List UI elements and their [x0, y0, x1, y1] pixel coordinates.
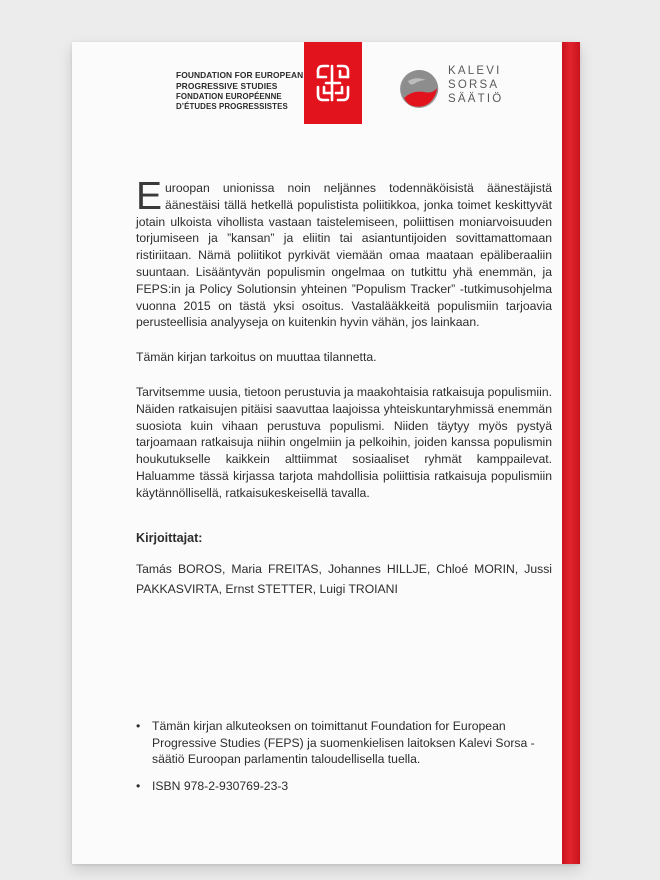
feps-name-fr-line1: FONDATION EUROPÉENNE — [176, 91, 282, 101]
authors-heading: Kirjoittajat: — [136, 530, 203, 545]
intro-paragraph — [136, 175, 552, 331]
kalevi-sorsa-swirl-icon — [398, 68, 440, 110]
kalevi-sorsa-name — [448, 64, 503, 107]
bullet: • — [136, 778, 141, 793]
feps-name-en-line1: FOUNDATION FOR EUROPEAN — [176, 70, 304, 80]
feps-logo — [304, 42, 362, 124]
ks-line3: SÄÄTIÖ — [448, 93, 504, 106]
solutions-paragraph: Tarvitsemme uusia, tietoon perustuvia ja maakohtaisia ratkaisuja populismiin. Näiden ratkaisujen pitäisi saavuttaa laajoissa yhteiskuntaryhmissä enemmän suosiota kuin vihaan perustuva populismi. Niiden täytyy myös pystyä tarjoamaan ratkaisuja niihin ongelmiin ja pelkoihin, joiden kanssa populismin houkutukselle kaikkein alttiimmat sosiaaliset ryhmät kamppailevat. Haluamme tässä kirjassa tarjota mahdollisia poliittisia ratkaisuja populismiin käytännöllisellä, ratkaisukeskeisellä tavalla. — [136, 384, 552, 500]
drop-cap: E — [136, 175, 163, 218]
feps-name-en-line2: PROGRESSIVE STUDIES — [176, 80, 278, 91]
isbn-note — [136, 778, 552, 795]
feps-seal-icon — [312, 63, 354, 103]
purpose-paragraph: Tämän kirjan tarkoitus on muuttaa tilannetta. — [136, 350, 377, 365]
isbn-text: ISBN 978-2-930769-23-3 — [152, 778, 289, 793]
funding-note-text: Tämän kirjan alkuteoksen on toimittanut Foundation for European Progressive Studies (FEPS) ja suomenkielisen laitoksen Kalevi Sorsa -säätiö Euroopan parlamentin taloudellisella tuella. — [152, 719, 535, 767]
feps-name-fr-line2: D’ÉTUDES PROGRESSISTES — [176, 102, 288, 112]
intro-paragraph-text: uroopan unionissa noin neljännes todennäköisistä äänestäjistä äänestäisi tällä hetkellä populistista poliitikkoa, jonka toimet keskittyvät jotain ulkoista vihollista vastaan taistelemiseen, poliittisen moniarvoisuuden torjumiseen ja ”kansan” ja eliitin tai asiantuntijoiden sovittamattomaan ristiriitaan. Nämä poliitikot pyrkivät viemään omaa maataan epäliberaaliin suuntaan. Lisääntyvän populismin ongelmaa on tutkittu yhä enemmän, ja FEPS:in ja Policy Solutionsin yhteinen ”Populism Tracker” -tutkimusohjelma vuonna 2015 on tästä yksi osoitus. Vastalääkkeitä populismiin tarjoavia perusteellisia analyyseja on kuitenkin hyvin vähän, jos lainkaan. — [136, 181, 552, 330]
ks-line2: SORSA — [448, 79, 500, 92]
footnotes — [136, 718, 552, 804]
funding-note — [136, 718, 552, 768]
authors-list: Tamás BOROS, Maria FREITAS, Johannes HILLJE, Chloé MORIN, Jussi PAKKASVIRTA, Ernst STETTER, Luigi TROIANI — [136, 562, 552, 596]
cover-text — [136, 175, 552, 617]
book-back-cover — [72, 42, 580, 864]
book-spine — [562, 42, 580, 864]
bullet: • — [136, 719, 141, 733]
ks-line1: KALEVI — [448, 65, 502, 77]
